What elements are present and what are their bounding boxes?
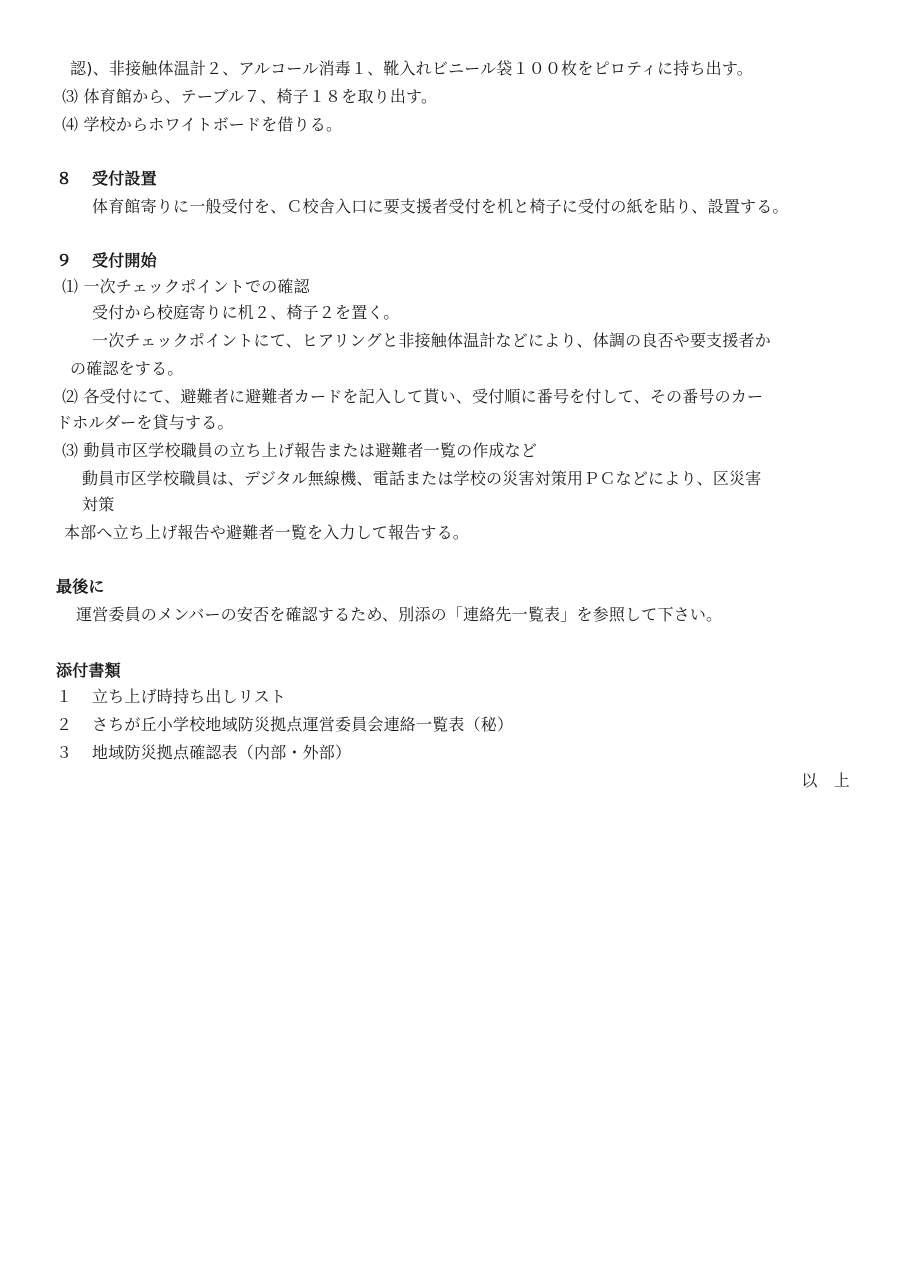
section9-item1-line3: の確認をする。 — [70, 359, 184, 378]
section7-item-3: ⑶ 体育館から、テーブル７、椅子１８を取り出す。 — [62, 87, 438, 106]
section9-heading: 受付開始 — [92, 251, 157, 270]
attachment-item-text: 立ち上げ時持ち出しリスト — [92, 687, 287, 706]
attachment-item-number: ２ — [56, 715, 73, 734]
section9-item3-line2: 対策 — [82, 495, 115, 514]
section9-item1-line1: 受付から校庭寄りに机２、椅子２を置く。 — [92, 303, 400, 322]
section9-item2-line2: ドホルダーを貸与する。 — [56, 413, 234, 432]
attachments-heading: 添付書類 — [56, 661, 121, 680]
section9-item3-line3: 本部へ立ち上げ報告や避難者一覧を入力して報告する。 — [64, 523, 470, 542]
closing-body: 運営委員のメンバーの安否を確認するため、別添の「連絡先一覧表」を参照して下さい。 — [76, 605, 723, 624]
attachment-item-number: １ — [56, 687, 73, 706]
section8-number: ８ — [56, 169, 73, 188]
attachment-item-text: 地域防災拠点確認表（内部・外部） — [92, 743, 352, 762]
section7-continuation-line: 認)、非接触体温計２、アルコール消毒１、靴入れビニール袋１００枚をピロティに持ち出す。 — [70, 59, 754, 78]
section8-heading: 受付設置 — [92, 169, 157, 188]
attachment-item-text: さちが丘小学校地域防災拠点運営委員会連絡一覧表（秘） — [92, 715, 514, 734]
section9-item3-title: ⑶ 動員市区学校職員の立ち上げ報告または避難者一覧の作成など — [62, 441, 538, 460]
section8-body: 体育館寄りに一般受付を、Ｃ校舎入口に要支援者受付を机と椅子に受付の紙を貼り、設置する。 — [92, 197, 789, 216]
attachment-item-number: ３ — [56, 743, 73, 762]
end-mark: 以 上 — [801, 771, 850, 790]
section9-item2-line1: ⑵ 各受付にて、避難者に避難者カードを記入して貰い、受付順に番号を付して、その番号のカー — [62, 387, 764, 406]
closing-heading: 最後に — [56, 577, 105, 596]
section9-item1-line2: 一次チェックポイントにて、ヒアリングと非接触体温計などにより、体調の良否や要支援者か — [92, 331, 771, 350]
section9-item3-line1: 動員市区学校職員は、デジタル無線機、電話または学校の災害対策用ＰＣなどにより、区災害 — [82, 469, 762, 488]
section7-item-4: ⑷ 学校からホワイトボードを借りる。 — [62, 115, 343, 134]
section9-number: ９ — [56, 251, 73, 270]
section9-item1-title: ⑴ 一次チェックポイントでの確認 — [62, 277, 310, 296]
